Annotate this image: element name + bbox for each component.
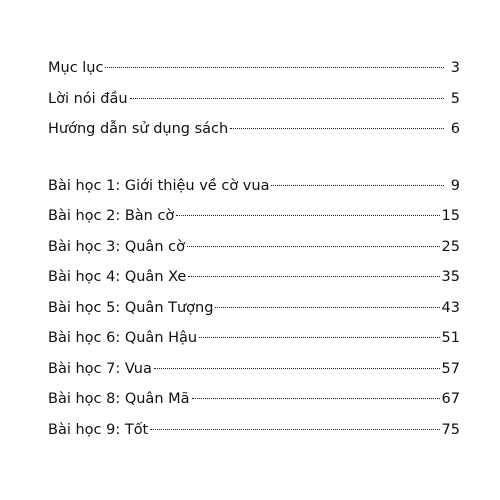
toc-entry-page: 51	[441, 330, 460, 346]
toc-entry-how-to-use	[48, 117, 460, 148]
toc-entry-title: Bài học 1: Giới thiệu về cờ vua	[48, 177, 270, 194]
toc-entry-page: 6	[450, 121, 460, 137]
toc-entry-title: Bài học 9: Tốt	[48, 421, 149, 438]
dot-leader	[105, 67, 444, 68]
dot-leader	[215, 307, 439, 308]
toc-entry-title: Bài học 5: Quân Tượng	[48, 299, 214, 316]
dot-leader	[176, 215, 439, 216]
toc-entry-title: Bài học 2: Bàn cờ	[48, 208, 175, 224]
toc-entry-page: 67	[441, 391, 460, 407]
toc-entry-lesson-4	[48, 265, 460, 296]
toc-entry-page: 57	[441, 360, 460, 377]
dot-leader	[271, 185, 444, 186]
toc-entry-lesson-1	[48, 174, 460, 205]
toc-entry-page: 5	[450, 90, 460, 107]
toc-entry-title: Bài học 7: Vua	[48, 360, 152, 377]
toc-entry-lesson-7	[48, 357, 460, 388]
front-matter-list	[48, 56, 460, 148]
toc-entry-title: Bài học 4: Quân Xe	[48, 269, 187, 285]
toc-entry-lesson-9	[48, 418, 460, 449]
toc-entry-title: Mục lục	[48, 60, 104, 76]
toc-entry-lesson-2	[48, 204, 460, 235]
toc-entry-lesson-5	[48, 296, 460, 327]
dot-leader	[192, 398, 440, 399]
toc-entry-lesson-3	[48, 235, 460, 266]
toc-entry-lesson-8	[48, 387, 460, 418]
toc-entry-page: 75	[441, 421, 460, 438]
toc-entry-page: 43	[441, 299, 460, 316]
dot-leader	[230, 128, 444, 129]
dot-leader	[187, 246, 440, 247]
toc-entry-page: 35	[441, 269, 460, 285]
toc-entry-title: Bài học 3: Quân cờ	[48, 238, 185, 255]
toc-entry-title: Bài học 6: Quân Hậu	[48, 330, 198, 346]
dot-leader	[188, 276, 439, 277]
lesson-list	[48, 174, 460, 449]
toc-entry-title: Hướng dẫn sử dụng sách	[48, 121, 229, 137]
toc-entry-page: 15	[441, 208, 460, 224]
dot-leader	[199, 337, 439, 338]
toc-entry-page: 3	[450, 60, 460, 76]
toc-entry-title: Bài học 8: Quân Mã	[48, 391, 190, 407]
dot-leader	[154, 368, 440, 369]
toc-entry-page: 9	[450, 177, 460, 194]
dot-leader	[130, 98, 444, 99]
toc-entry-title: Lời nói đầu	[48, 90, 128, 107]
toc-entry-preface	[48, 87, 460, 118]
dot-leader	[150, 429, 439, 430]
table-of-contents	[48, 56, 460, 448]
toc-entry-page: 25	[441, 238, 460, 255]
toc-entry-lesson-6	[48, 326, 460, 357]
toc-entry-table-of-contents	[48, 56, 460, 87]
